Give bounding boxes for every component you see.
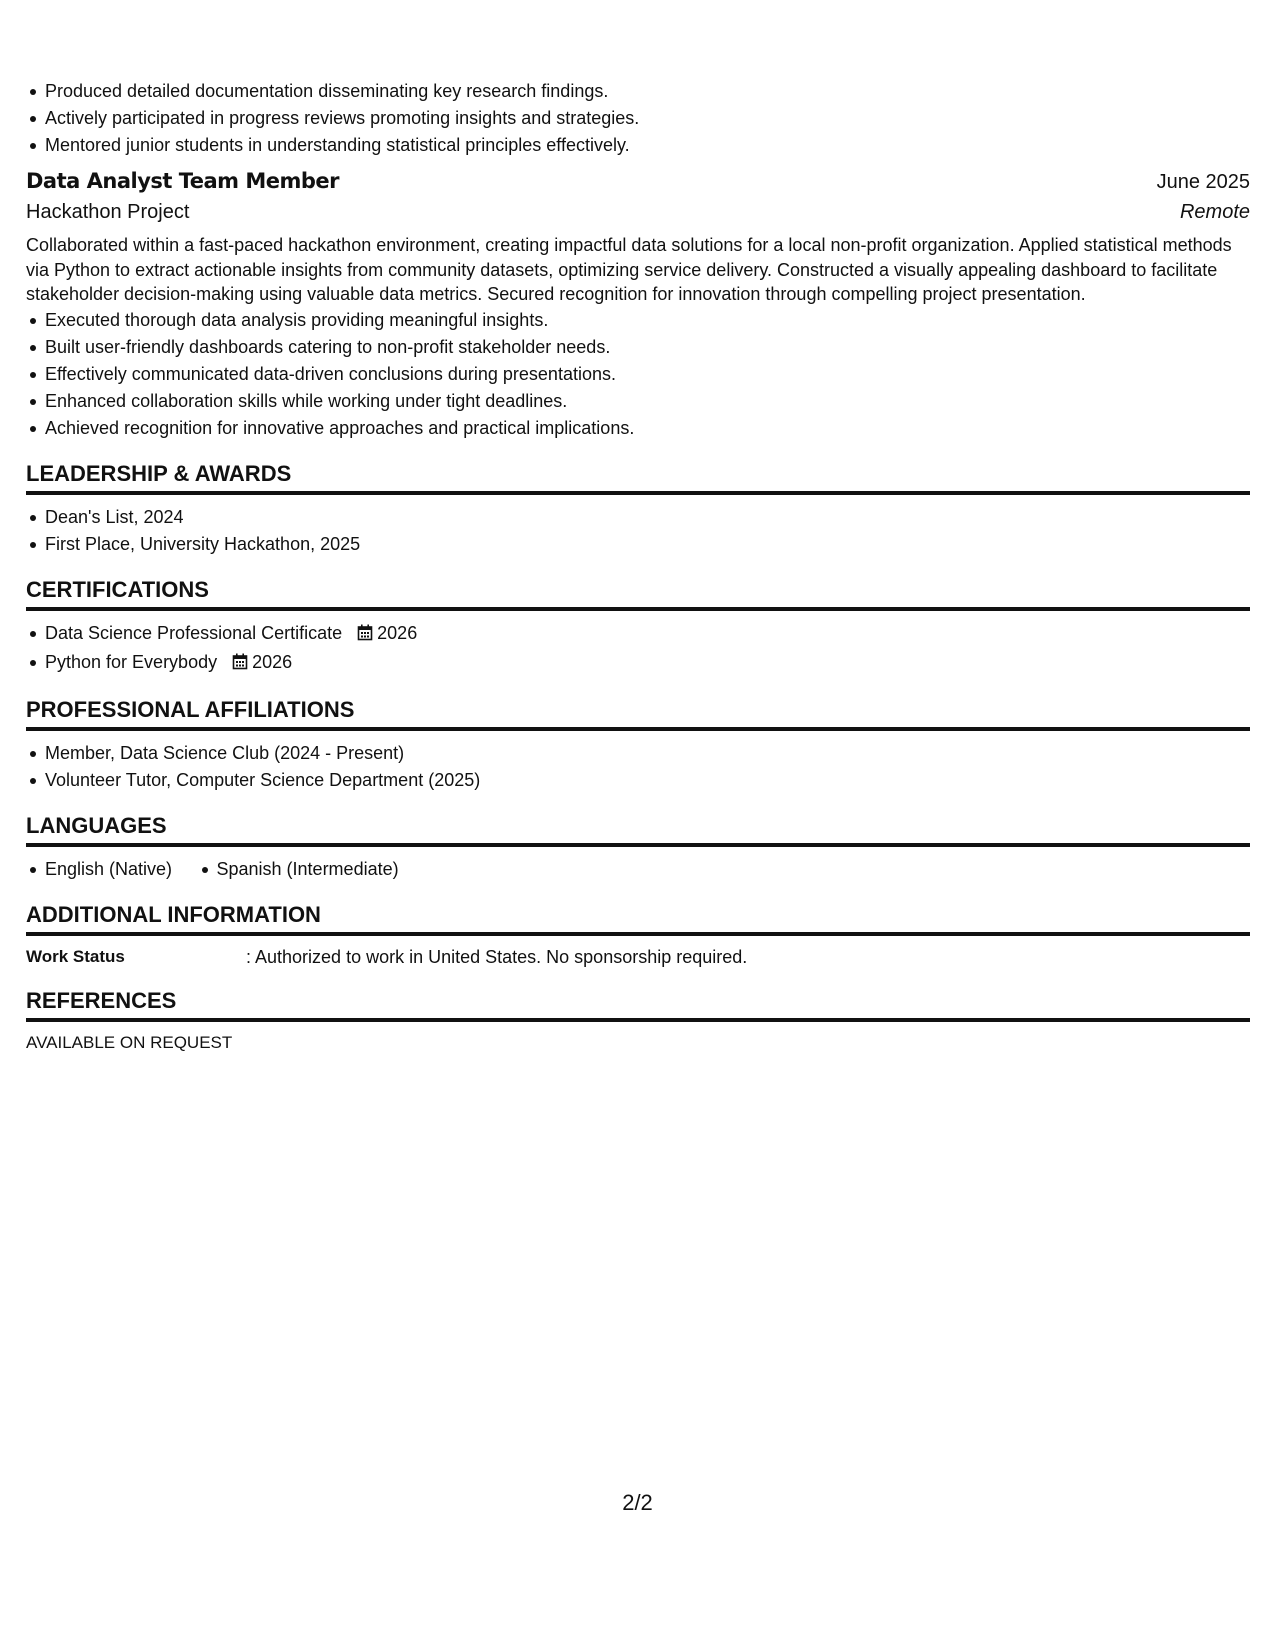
job-subheader — [26, 201, 1250, 224]
calendar-icon — [232, 651, 248, 678]
work-status-value: : Authorized to work in United States. No sponsorship required. — [246, 946, 748, 967]
calendar-icon — [357, 622, 373, 649]
section-heading-references: REFERENCES — [26, 988, 1250, 1022]
certification-name: Data Science Professional Certificate — [45, 622, 343, 643]
job-location: Remote — [1179, 201, 1250, 223]
resume-page — [26, 78, 1250, 1055]
section-heading-affiliations: PROFESSIONAL AFFILIATIONS — [26, 697, 1250, 731]
job-title: Data Analyst Team Member — [26, 169, 340, 193]
leadership-list — [26, 504, 1250, 558]
list-item: Member, Data Science Club (2024 - Present) — [45, 740, 1250, 767]
list-item: Produced detailed documentation disseminating key research findings. — [45, 78, 1250, 105]
section-heading-certifications: CERTIFICATIONS — [26, 577, 1250, 611]
affiliations-list — [26, 740, 1250, 794]
list-item: First Place, University Hackathon, 2025 — [45, 531, 1250, 558]
certification-year: 2026 — [377, 622, 418, 643]
section-heading-leadership: LEADERSHIP & AWARDS — [26, 461, 1250, 495]
certification-item — [45, 620, 1250, 649]
page-number: 2/2 — [622, 1490, 653, 1515]
list-item: Mentored junior students in understanding statistical principles effectively. — [45, 132, 1250, 159]
list-item: Actively participated in progress reviews promoting insights and strategies. — [45, 105, 1250, 132]
previous-job-bullets — [26, 78, 1250, 159]
list-item: Spanish (Intermediate) — [217, 856, 399, 883]
job-description: Collaborated within a fast-paced hackathon environment, creating impactful data solutions for a local non-profit organization. Applied statistical methods via Python to extract actionable insights from community datasets, optimizing service delivery. Constructed a visually appealing dashboard to facilitate stakeholder decision-making using valuable data metrics. Secured recognition for innovation through compelling project presentation. — [26, 235, 1232, 304]
references-text: AVAILABLE ON REQUEST — [26, 1032, 233, 1052]
job-bullets — [26, 307, 1250, 442]
job-organization: Hackathon Project — [26, 201, 190, 223]
languages-list — [26, 856, 1250, 883]
certifications-list — [26, 620, 1250, 678]
list-item: Volunteer Tutor, Computer Science Department (2025) — [45, 767, 1250, 794]
job-header — [26, 169, 1250, 194]
list-item: Dean's List, 2024 — [45, 504, 1250, 531]
list-item: Enhanced collaboration skills while working under tight deadlines. — [45, 388, 1250, 415]
section-heading-additional: ADDITIONAL INFORMATION — [26, 902, 1250, 936]
list-item: English (Native) — [45, 856, 172, 883]
certification-year: 2026 — [252, 651, 293, 672]
certification-name: Python for Everybody — [45, 651, 218, 672]
list-item: Effectively communicated data-driven conclusions during presentations. — [45, 361, 1250, 388]
work-status-label: Work Status — [26, 946, 125, 966]
section-heading-languages: LANGUAGES — [26, 813, 1250, 847]
job-date: June 2025 — [1156, 171, 1250, 193]
list-item: Achieved recognition for innovative approaches and practical implications. — [45, 415, 1250, 442]
list-item: Built user-friendly dashboards catering to non-profit stakeholder needs. — [45, 334, 1250, 361]
work-status-row — [26, 945, 1250, 969]
certification-item — [45, 649, 1250, 678]
list-item: Executed thorough data analysis providing meaningful insights. — [45, 307, 1250, 334]
